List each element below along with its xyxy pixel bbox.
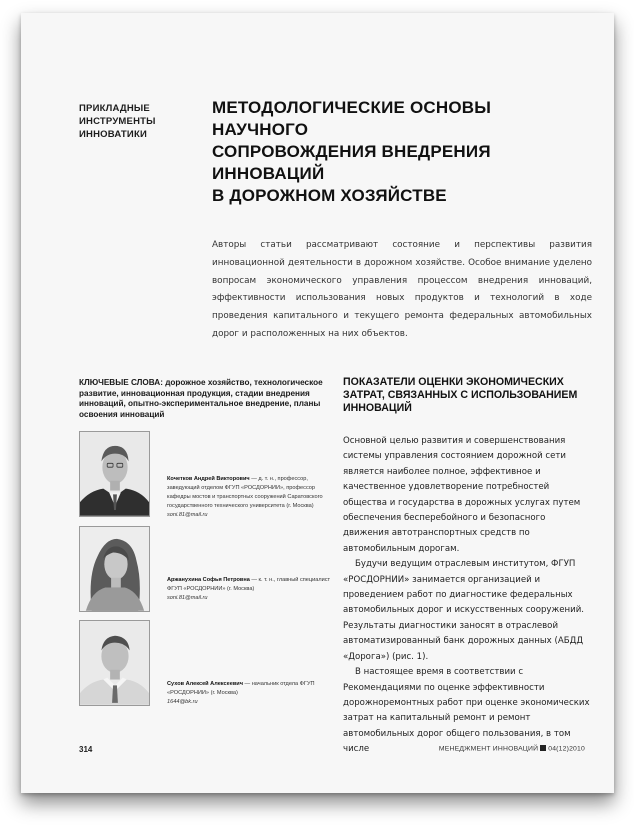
author-portrait-icon [80,432,149,516]
author-card [79,620,337,706]
square-bullet-icon [540,745,546,751]
journal-page [21,13,614,793]
author-card [79,526,337,612]
author-bio [167,680,337,707]
section-heading-line: ИННОВАЦИЙ [343,402,412,414]
body-paragraph: Будучи ведущим отраслевым институтом, ФГУП «РОСДОРНИИ» занимается организацией и проведением работ по диагностике федеральных автомобильных дорог и искусственных сооружений. Результаты диагностики заносят в отраслевой автоматизированный банк дорожных данных (АБДД «Дорога») (рис. 1). [343,559,585,662]
journal-issue: 04(12)2010 [548,745,585,753]
article-abstract: Авторы статьи рассматривают состояние и перспективы развития инновационной деятельности в дорожном хозяйстве. Особое внимание уделено вопросам экономического управления процессом внедрения инноваций, эффективности использования новых продуктов и технологий в ходе проведения капитального и текущего ремонта федеральных автомобильных дорог и расположенных на них объектов. [212,240,592,339]
author-name: Аржанухина Софья Петровна [167,577,250,583]
author-description: — к. т. н., главный специалист ФГУП «РОСДОРНИИ» (г. Москва) [167,577,331,592]
author-photo [79,620,150,706]
keywords-block [79,378,331,420]
rubric-line: ПРИКЛАДНЫЕ [79,103,150,114]
author-email: soni.81@mail.ru [167,595,208,601]
section-body [343,434,591,758]
author-email: 1644@bk.ru [167,699,198,705]
author-photo [79,431,150,517]
section-heading [343,376,593,415]
author-card [79,431,337,517]
author-name: Кочетков Андрей Викторович [167,476,250,482]
keywords-label: КЛЮЧЕВЫЕ СЛОВА: [79,378,163,387]
author-bio [167,576,337,603]
article-title [212,97,592,207]
author-portrait-icon [80,527,149,611]
title-line: СОПРОВОЖДЕНИЯ ВНЕДРЕНИЯ ИННОВАЦИЙ [212,142,491,183]
author-bio [167,475,337,520]
rubric-line: ИННОВАТИКИ [79,129,147,140]
rubric-line: ИНСТРУМЕНТЫ [79,116,156,127]
running-footer [439,745,585,753]
author-photo [79,526,150,612]
author-portrait-icon [80,621,149,705]
title-line: МЕТОДОЛОГИЧЕСКИЕ ОСНОВЫ НАУЧНОГО [212,98,492,139]
author-description: — начальник отдела ФГУП «РОСДОРНИИ» (г. Москва) [167,681,315,696]
section-heading-line: ЗАТРАТ, СВЯЗАННЫХ С ИСПОЛЬЗОВАНИЕМ [343,389,578,401]
keywords-text: дорожное хозяйство, технологическое развитие, инновационная продукция, стадии внедрения инноваций, опытно-экспериментальное внедрение, планы освоения инноваций [79,378,323,419]
section-heading-line: ПОКАЗАТЕЛИ ОЦЕНКИ ЭКОНОМИЧЕСКИХ [343,376,564,388]
author-description: — д. т. н., профессор, заведующий отделом ФГУП «РОСДОРНИИ», профессор кафедры мостов и транспортных сооружений Саратовского государственного технического университета (г. Москва) [167,476,323,509]
page-number: 314 [79,745,93,754]
author-name: Сухов Алексей Алексеевич [167,681,243,687]
section-rubric [79,102,189,141]
title-line: В ДОРОЖНОМ ХОЗЯЙСТВЕ [212,186,447,205]
author-email: soni.81@mail.ru [167,512,208,518]
body-paragraph: В настоящее время в соответствии с Рекомендациями по оценке эффективности дорожноремонтных работ при оценке экономических затрат на капитальный ремонт и ремонт автомобильных дорог общего пользования, в том числе [343,667,590,755]
journal-name: МЕНЕДЖМЕНТ ИННОВАЦИЙ [438,745,539,753]
body-paragraph: Основной целью развития и совершенствования системы управления состоянием дорожной сети является наиболее полное, эффективное и качественное удовлетворение потребностей общества и государства в дорожных услугах путем обеспечения бесперебойного и безопасного движения автотранспортных средств по автомобильным дорогам. [343,436,581,554]
